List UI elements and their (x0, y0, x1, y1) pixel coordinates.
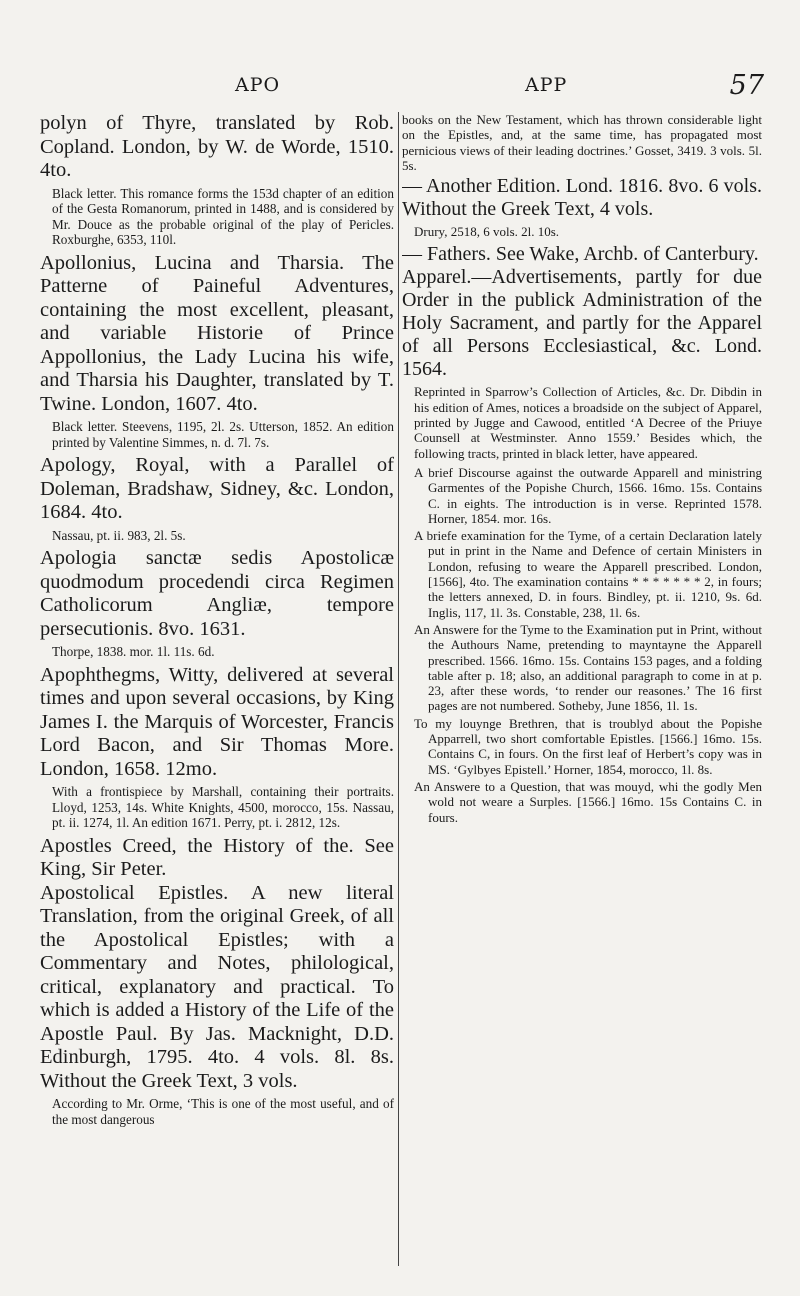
entry-title: Apparel.—Advertisements, partly for due Order in the publick Administration of the Holy Sacrament, and partly for the Apparel of all Persons Ecclesiastical, &c. Lond. 1564. (402, 266, 762, 381)
entry-subnote: A briefe examination for the Tyme, of a certain Declaration lately put in print in the Name and Defence of certain Ministers in London, refusing to weare the Apparell prescribed. London, [1566], 4to. The examination contains * * * * * * * 2, in fours; the letters annexed, D. in fours. Bindley, pt. ii. 1210, 9s. 6d. Inglis, 117, 1l. 3s. Constable, 238, 1l. 6s. (414, 528, 762, 620)
entry-title: Apophthegms, Witty, delivered at several times and upon several occasions, by King James I. the Marquis of Worcester, Francis Lord Bacon, and Sir Thomas More. London, 1658. 12mo. (40, 663, 394, 780)
entry-subnote: An Answere for the Tyme to the Examination put in Print, without the Authours Name, pretending to mayntayne the Apparell prescribed. 1566. 16mo. 15s. Contains 153 pages, and a folding table after p. 18; also, an additional paragraph to come in at p. 23, after these words, ‘to render our reasones.’ The 16 first pages are not numbered. Sotheby, June 1856, 1l. 1s. (414, 621, 762, 714)
page-number: 57 (729, 70, 764, 101)
entry-note: Black letter. This romance forms the 153d chapter of an edition of the Gesta Romanorum, printed in 1488, and is considered by Mr. Douce as the probable original of the play of Pericles. Roxburghe, 6353, 110l. (52, 185, 394, 247)
entry-note: books on the New Testament, which has thrown considerable light on the Epistles, and, at the same time, has propagated most pernicious views of their leading doctrines.’ Gosset, 3419. 3 vols. 5l. 5s. (402, 112, 762, 173)
entry-note: Drury, 2518, 6 vols. 2l. 10s. (414, 224, 560, 240)
entry-subnote: An Answere to a Question, that was mouyd, whi the godly Men wold not weare a Surples. [1566.] 16mo. 15s Contains C. in fours. (414, 778, 762, 825)
running-header (0, 70, 800, 110)
entry-note: Reprinted in Sparrow’s Collection of Articles, &c. Dr. Dibdin in his edition of Ames, notices a broadside on the subject of Apparel, printed by Jugge and Cawood, entitled ‘A Decree of the Priuye Counsell at Westminster. Anno 1559.’ Besides which, the following tracts, printed in black letter, have appeared. (414, 384, 762, 461)
entry-title: Apologia sanctæ sedis Apostolicæ quodmodum procedendi circa Regimen Catholicorum Angliæ, tempore persecutionis. 8vo. 1631. (40, 547, 394, 640)
entry-title: — Fathers. See Wake, Archb. of Canterbury. (402, 243, 759, 266)
entry-note: With a frontispiece by Marshall, containing their portraits. Lloyd, 1253, 14s. White Knights, 4500, morocco, 15s. Nassau, pt. ii. 1274, 1l. An edition 1671. Perry, pt. i. 2812, 12s. (52, 784, 394, 830)
entry-note: Black letter. Steevens, 1195, 2l. 2s. Utterson, 1852. An edition printed by Valentine Simmes, n. d. 7l. 7s. (52, 419, 394, 450)
header-right-word: APP (525, 74, 568, 96)
entry-note: Nassau, pt. ii. 983, 2l. 5s. (52, 527, 186, 543)
entry-title: — Another Edition. Lond. 1816. 8vo. 6 vols. Without the Greek Text, 4 vols. (402, 175, 762, 221)
entry-subnote: A brief Discourse against the outwarde Apparell and ministring Garmentes of the Popishe Church, 1566. 16mo. 15s. Contains C. in eights. The introduction is in verse. Reprinted 1578. Horner, 1854. mor. 16s. (414, 464, 762, 526)
entry-subnote: To my louynge Brethren, that is troublyd about the Popishe Apparrell, two short comfortable Epistles. [1566.] 16mo. 15s. Contains C, in fours. On the first leaf of Herbert’s copy was in MS. ‘Gylbyes Epistell.’ Horner, 1854, morocco, 1l. 8s. (414, 715, 762, 777)
entry-note: According to Mr. Orme, ‘This is one of the most useful, and of the most dangerous (52, 1096, 394, 1127)
entry-title: Apostles Creed, the History of the. See King, Sir Peter. (40, 834, 394, 880)
entry-title: Apollonius, Lucina and Tharsia. The Patterne of Paineful Adventures, containing the most excellent, pleasant, and variable Historie of Prince Appollonius, the Lady Lucina his wife, and Tharsia his Daughter, translated by T. Twine. London, 1607. 4to. (40, 251, 394, 415)
entry-note: Thorpe, 1838. mor. 1l. 11s. 6d. (52, 644, 215, 659)
entry-title: polyn of Thyre, translated by Rob. Copland. London, by W. de Worde, 1510. 4to. (40, 112, 394, 181)
header-left-word: APO (235, 74, 281, 96)
left-column (40, 112, 399, 1266)
right-column (402, 112, 762, 1266)
entry-title: Apology, Royal, with a Parallel of Doleman, Bradshaw, Sidney, &c. London, 1684. 4to. (40, 454, 394, 523)
entry-title: Apostolical Epistles. A new literal Translation, from the original Greek, of all the Apostolical Epistles; with a Commentary and Notes, philological, critical, explanatory and practical. To which is added a History of the Life of the Apostle Paul. By Jas. Macknight, D.D. Edinburgh, 1795. 4to. 4 vols. 8l. 8s. Without the Greek Text, 3 vols. (40, 881, 394, 1092)
